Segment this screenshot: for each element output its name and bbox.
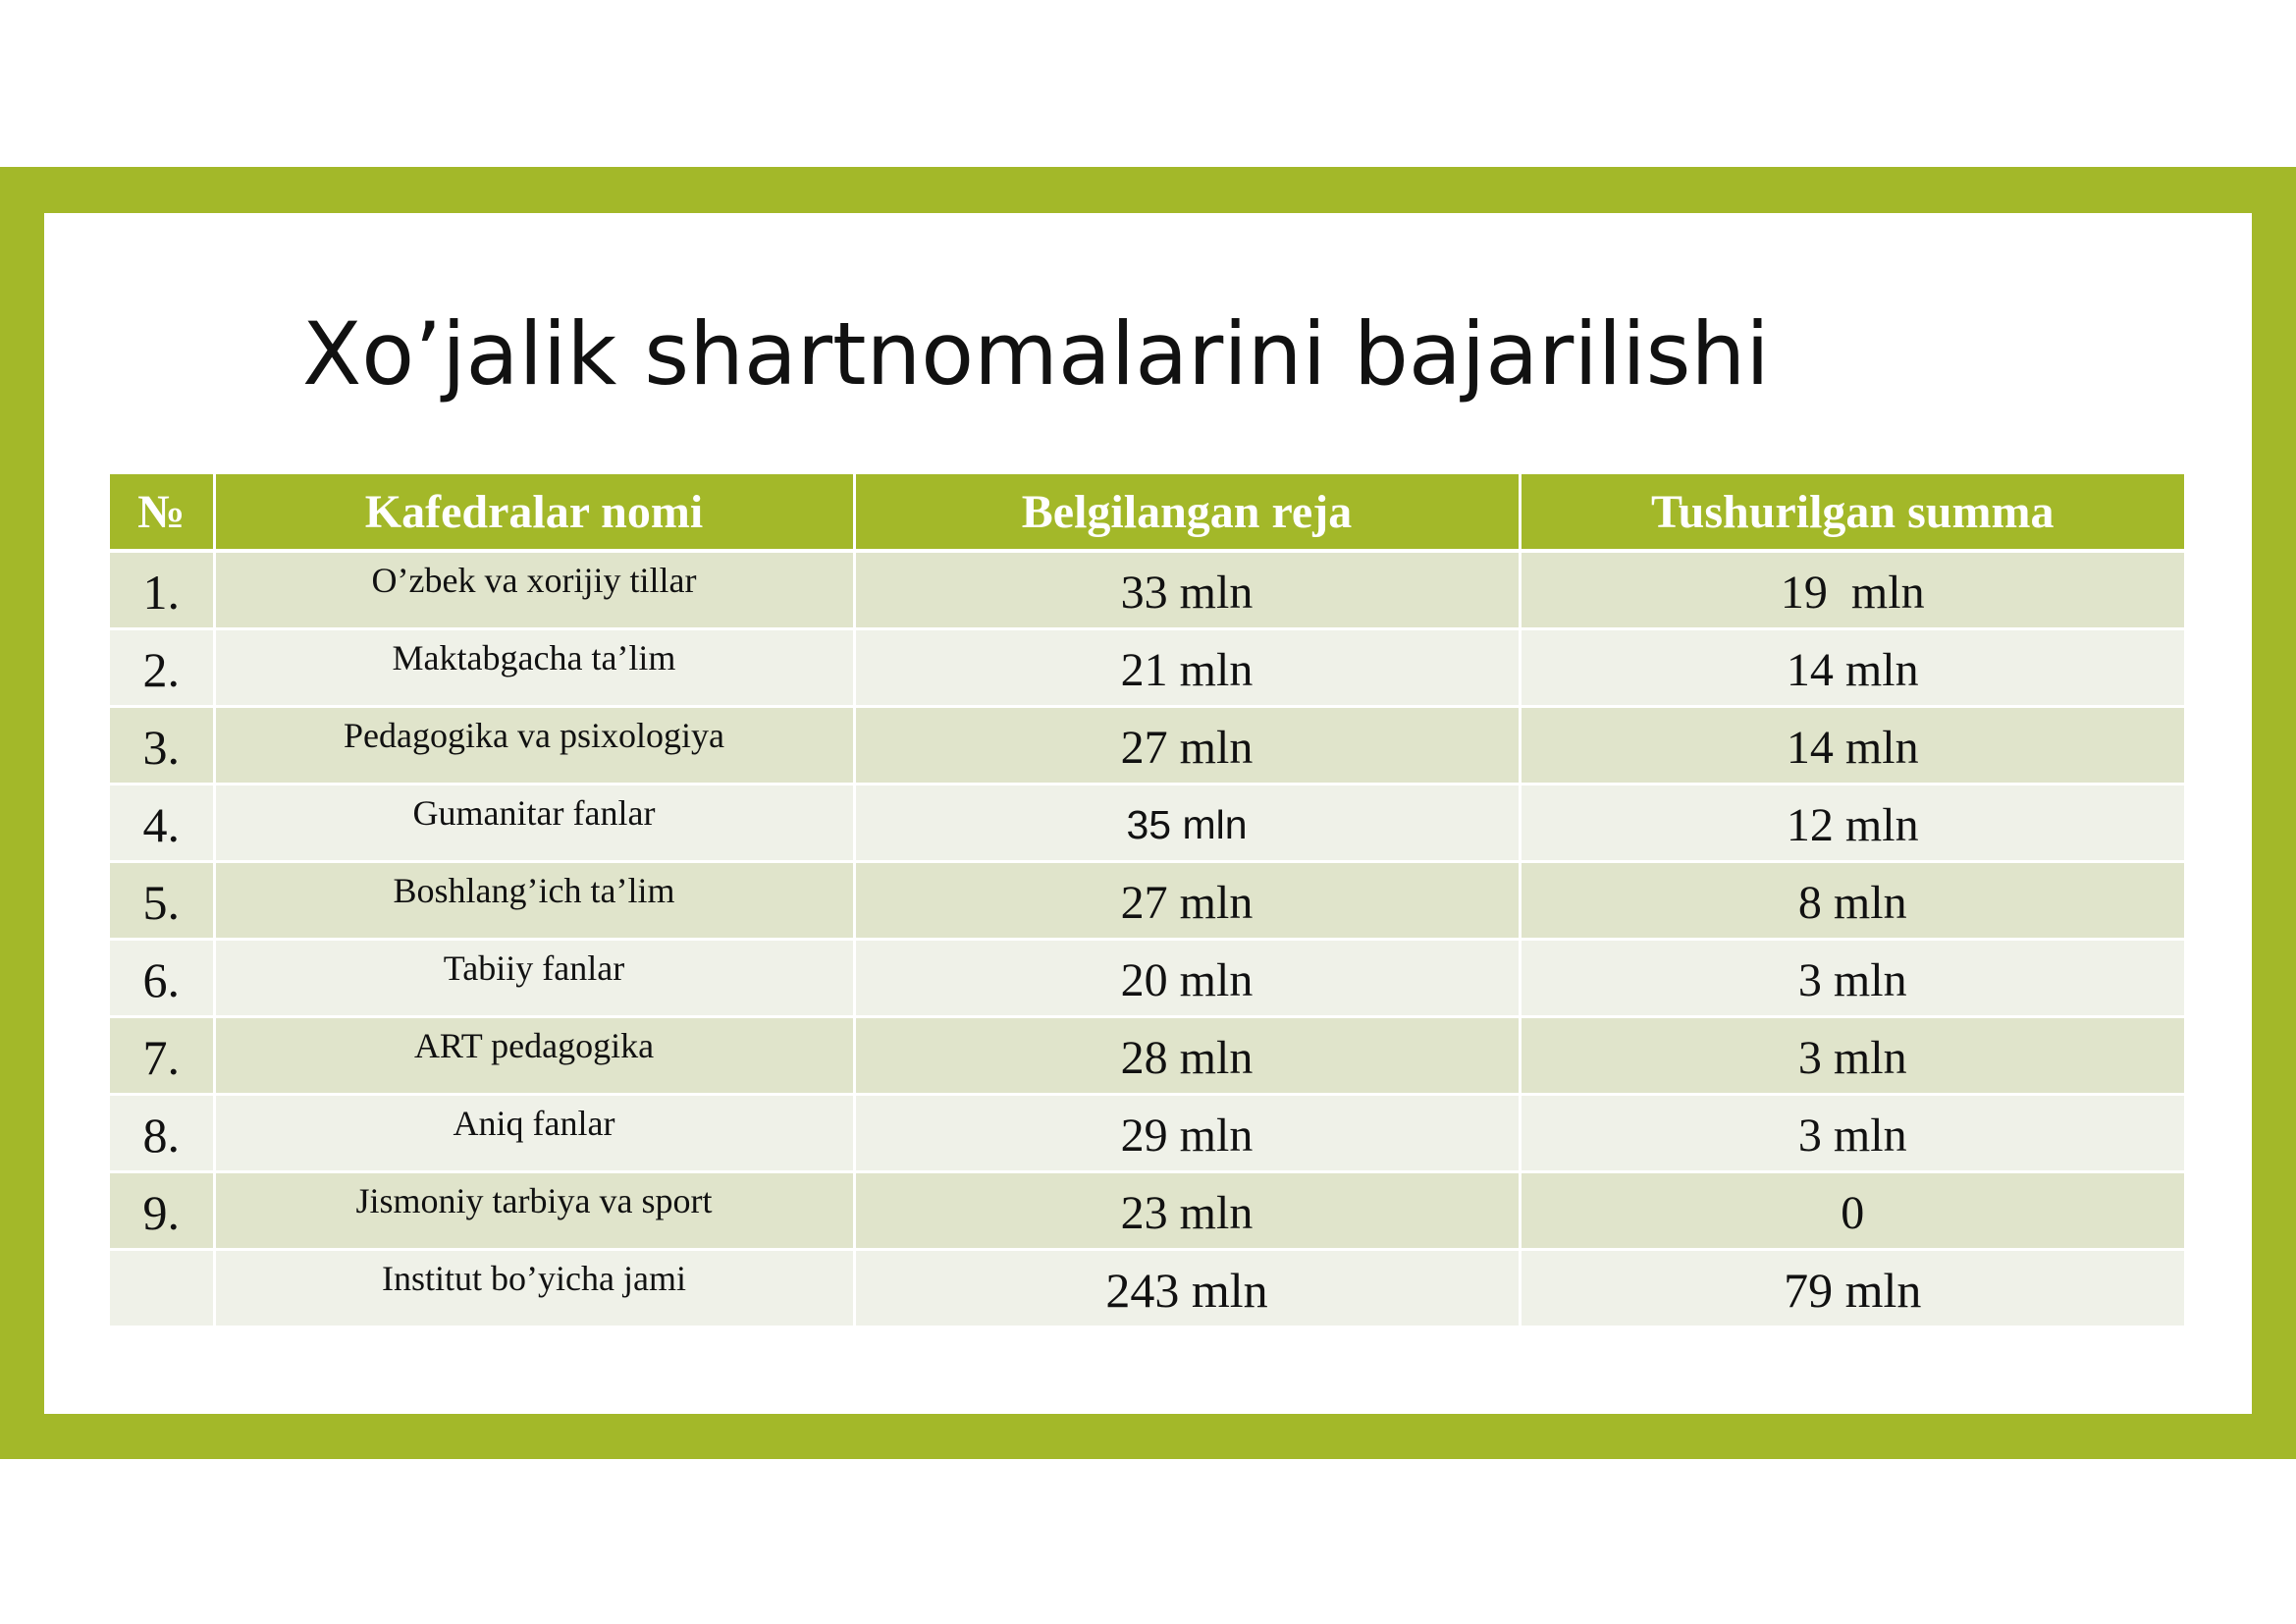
- received-amount: 14 mln: [1520, 707, 2184, 785]
- department-name: Aniq fanlar: [214, 1095, 854, 1172]
- received-amount: 12 mln: [1520, 785, 2184, 862]
- row-number: 9.: [110, 1172, 214, 1250]
- received-amount: 3 mln: [1520, 1095, 2184, 1172]
- received-amount: 14 mln: [1520, 629, 2184, 707]
- table-row: [110, 1017, 2184, 1095]
- total-row-number: [110, 1250, 214, 1327]
- received-amount: 8 mln: [1520, 862, 2184, 940]
- row-number: 4.: [110, 785, 214, 862]
- planned-amount: 21 mln: [854, 629, 1520, 707]
- row-number: 5.: [110, 862, 214, 940]
- department-name: Gumanitar fanlar: [214, 785, 854, 862]
- row-number: 3.: [110, 707, 214, 785]
- green-frame: [0, 167, 2296, 1459]
- total-label: Institut bo’yicha jami: [214, 1250, 854, 1327]
- table-header-row: [110, 474, 2184, 551]
- department-name: ART pedagogika: [214, 1017, 854, 1095]
- department-name: Maktabgacha ta’lim: [214, 629, 854, 707]
- contracts-table: [110, 474, 2184, 1328]
- header-planned-amount: Belgilangan reja: [854, 474, 1520, 551]
- planned-amount: 23 mln: [854, 1172, 1520, 1250]
- planned-amount: 35 mln: [854, 785, 1520, 862]
- table-row: [110, 940, 2184, 1017]
- received-amount: 3 mln: [1520, 1017, 2184, 1095]
- row-number: 6.: [110, 940, 214, 1017]
- row-number: 2.: [110, 629, 214, 707]
- planned-amount: 33 mln: [854, 551, 1520, 629]
- total-received-amount: 79 mln: [1520, 1250, 2184, 1327]
- row-number: 7.: [110, 1017, 214, 1095]
- header-department-name: Kafedralar nomi: [214, 474, 854, 551]
- content-panel: [44, 213, 2252, 1414]
- slide-title: Xo’jalik shartnomalarini bajarilishi: [302, 303, 1770, 405]
- table-row: [110, 629, 2184, 707]
- planned-amount: 20 mln: [854, 940, 1520, 1017]
- table-row: [110, 785, 2184, 862]
- department-name: Boshlang’ich ta’lim: [214, 862, 854, 940]
- department-name: Jismoniy tarbiya va sport: [214, 1172, 854, 1250]
- header-received-amount: Tushurilgan summa: [1520, 474, 2184, 551]
- table-row: [110, 551, 2184, 629]
- planned-amount: 28 mln: [854, 1017, 1520, 1095]
- row-number: 8.: [110, 1095, 214, 1172]
- department-name: Tabiiy fanlar: [214, 940, 854, 1017]
- received-amount: 0: [1520, 1172, 2184, 1250]
- planned-amount: 29 mln: [854, 1095, 1520, 1172]
- table-row: [110, 707, 2184, 785]
- department-name: O’zbek va xorijiy tillar: [214, 551, 854, 629]
- received-amount: 3 mln: [1520, 940, 2184, 1017]
- row-number: 1.: [110, 551, 214, 629]
- department-name: Pedagogika va psixologiya: [214, 707, 854, 785]
- table-row: [110, 1172, 2184, 1250]
- table-row: [110, 862, 2184, 940]
- planned-amount: 27 mln: [854, 862, 1520, 940]
- header-number: №: [110, 474, 214, 551]
- table-row: [110, 1095, 2184, 1172]
- total-planned-amount: 243 mln: [854, 1250, 1520, 1327]
- table-total-row: [110, 1250, 2184, 1327]
- planned-amount: 27 mln: [854, 707, 1520, 785]
- received-amount: 19 mln: [1520, 551, 2184, 629]
